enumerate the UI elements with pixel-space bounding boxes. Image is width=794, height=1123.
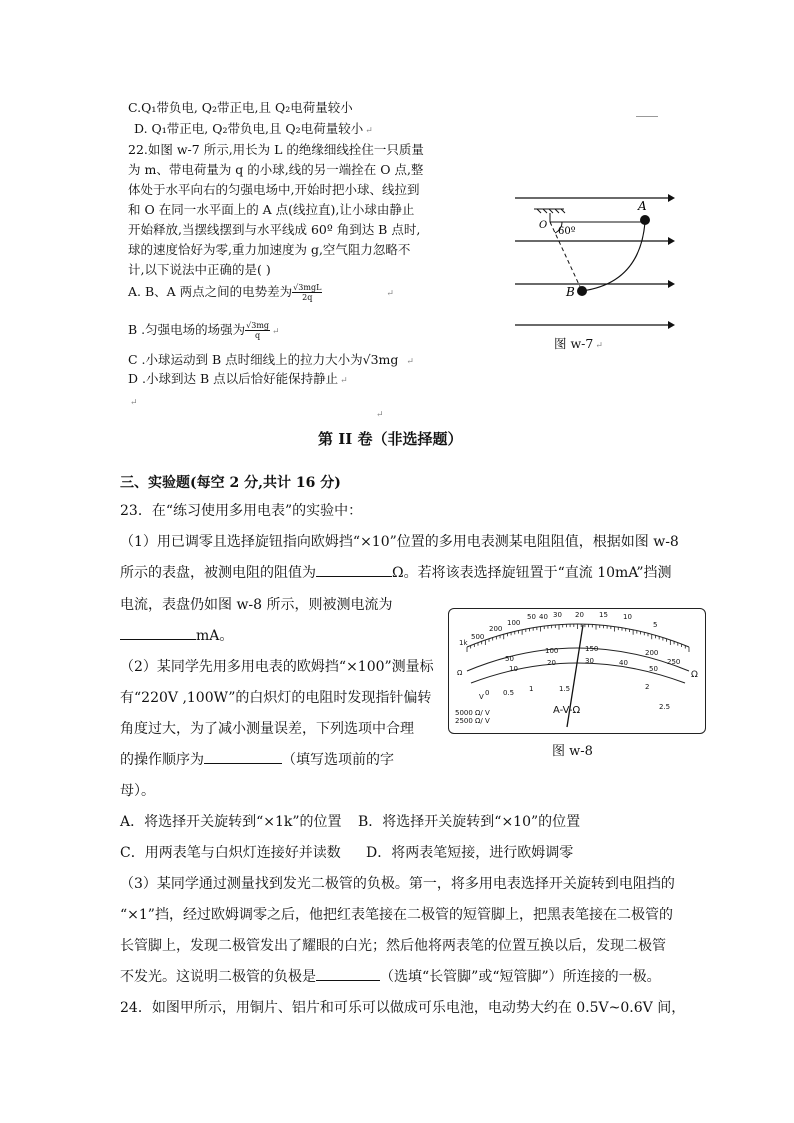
section-3-title: 三、实验题(每空 2 分,共计 16 分) [120, 475, 341, 491]
q23-p2-line1: （2）某同学先用多用电表的欧姆挡“×100”测量标 [120, 659, 434, 675]
header-rule [636, 116, 658, 117]
label-o: O [539, 220, 548, 231]
ohm-tick-label: 30 [553, 611, 562, 619]
arrowhead-icon [668, 237, 675, 245]
q23-option-a: A．将选择开关旋转到“×1k”的位置 [120, 814, 342, 830]
q22-line: 计,以下说法中正确的是( ) [128, 262, 271, 277]
q22-line: 开始释放,当摆线摆到与水平线成 60º 角到达 B 点时, [128, 222, 421, 237]
scale-top-label: 200 [645, 649, 659, 657]
q22-line: 球的速度恰好为零,重力加速度为 g,空气阻力忽略不 [128, 242, 411, 257]
ohm-tick-label: 200 [489, 625, 503, 633]
arrowhead-icon [668, 321, 675, 329]
q22-line: 为 m、带电荷量为 q 的小球,线的另一端拴在 O 点,整 [128, 162, 424, 177]
ohm-tick-label: 1k [459, 639, 468, 647]
arrowhead-icon [668, 280, 675, 288]
ohm-tick-label: 500 [471, 633, 485, 641]
q22-option-d: D .小球到达 B 点以后恰好能保持静止 ↵ [128, 371, 348, 386]
figure-w8-caption: 图 w-8 [552, 744, 593, 759]
meter-face [449, 609, 705, 733]
ohm-symbol: Ω [691, 670, 698, 680]
spec-2500: 2500 Ω/ V [455, 717, 490, 725]
angle-label: 60º [558, 226, 576, 237]
q23-option-b: B．将选择开关旋转到“×10”的位置 [358, 814, 581, 830]
q23-option-c: C．用两表笔与白炽灯连接好并读数 [120, 845, 341, 861]
q22-option-b: B .匀强电场的场强为 $\frac{√3mg}{q}$ ↵ [128, 321, 280, 340]
ohm-tick-label: 50 [527, 613, 536, 621]
scale-top-label: 50 [505, 655, 514, 663]
answer-blank-diode[interactable] [316, 966, 380, 981]
q23-intro: 23．在“练习使用多用电表”的实验中： [120, 503, 363, 519]
q23-p3-line4: 不发光。这说明二极管的负极是 （选填“长管脚”或“短管脚”）所连接的一极。 [120, 966, 661, 986]
ball-b [577, 286, 587, 296]
figure-w7 [510, 188, 675, 353]
ohm-tick-label: 5 [653, 621, 658, 629]
ohm-tick-label: 15 [599, 611, 608, 619]
q23-p1-line3: 电流，表盘仍如图 w-8 所示，则被测电流为 [120, 597, 393, 613]
neg-symbol: Ω [457, 669, 463, 677]
q23-p3-line3: 长管脚上，发现二极管发出了耀眼的白光；然后他将两表笔的位置互换以后，发现二极管 [120, 938, 666, 954]
q24-line: 24．如图甲所示，用铜片、铝片和可乐可以做成可乐电池，电动势大约在 0.5V~0.6V 间， [120, 1000, 686, 1016]
q23-option-d: D．将两表笔短接，进行欧姆调零 [366, 845, 574, 861]
figure-w8 [448, 608, 706, 734]
q22-line: 和 O 在同一水平面上的 A 点(线拉直),让小球由静止 [128, 202, 415, 217]
swing-arc [582, 222, 645, 291]
scale-mid-label: 30 [585, 657, 594, 665]
q23-p1-line1: （1）用已调零且选择旋钮指向欧姆挡“×10”位置的多用电表测某电阻阻值，根据如图 w-8 [120, 534, 679, 550]
scale-low-label: 1 [529, 685, 534, 693]
q23-p1-line2: 所示的表盘，被测电阻的阻值为 Ω。若将该表选择旋钮置于“直流 10mA”挡测 [120, 562, 672, 582]
q23-p2-line3: 角度过大，为了减小测量误差，下列选项中合理 [120, 721, 414, 737]
arrowhead-icon [668, 194, 675, 202]
scale-low-label: 2.5 [659, 703, 671, 711]
scale-low-label: 1.5 [559, 685, 571, 693]
scale-mid-label: 40 [619, 659, 628, 667]
q23-p1-line4: mA。 [120, 625, 233, 645]
section-2-title: 第 II 卷（非选择题） [318, 430, 463, 448]
answer-blank-current[interactable] [120, 625, 196, 640]
ohm-tick-label: 10 [623, 613, 632, 621]
q23-p2-line5: 母）。 [120, 783, 155, 799]
q22-option-c: C .小球运动到 B 点时细线上的拉力大小为√3mg ↵ [128, 352, 414, 367]
scale-low-label: 0.5 [503, 689, 515, 697]
q21-option-d: D. Q₁带正电, Q₂带负电,且 Q₂电荷量较小 ↵ [134, 121, 373, 136]
label-b: B [566, 285, 575, 299]
q22-option-a: A. B、A 两点之间的电势差为 $\frac{\text{√3mgL}}{2q}$ ↵ [128, 283, 394, 302]
figure-w7-caption: 图 w-7 ↵ [554, 336, 603, 351]
spec-5000: 5000 Ω/ V [455, 709, 490, 717]
scale-low-label: 0 [485, 689, 490, 697]
label-a: A [638, 199, 647, 213]
scale-mid-label: 10 [509, 665, 518, 673]
scale-mid-label: 50 [649, 665, 658, 673]
v-label: V [479, 693, 484, 701]
brand-label: A-V-Ω [553, 705, 581, 716]
ohm-tick-label: 100 [507, 619, 521, 627]
scale-mid-label: 20 [547, 659, 556, 667]
ohm-tick-label: 40 [539, 613, 548, 621]
ohm-tick-label: 20 [575, 611, 584, 619]
q23-p2-line4: 的操作顺序为 （填写选项前的字 [120, 749, 394, 769]
scale-top-label: 100 [545, 647, 559, 655]
scale-top-label: 150 [585, 645, 599, 653]
scale-top-label: 250 [667, 658, 681, 666]
q22-line: 22.如图 w-7 所示,用长为 L 的绝缘细线拴住一只质量 [128, 142, 424, 157]
q23-p2-line2: 有“220V ,100W”的白炽灯的电阻时发现指针偏转 [120, 690, 432, 706]
ball-a [640, 215, 650, 225]
q23-p3-line1: （3）某同学通过测量找到发光二极管的负极。第一，将多用电表选择开关旋转到电阻挡的 [120, 876, 675, 892]
q23-p3-line2: “×1”挡，经过欧姆调零之后，他把红表笔接在二极管的短管脚上，把黑表笔接在二极管的 [120, 907, 673, 923]
q21-option-c: C.Q₁带负电, Q₂带正电,且 Q₂电荷量较小 [128, 100, 353, 115]
answer-blank-resistance[interactable] [316, 562, 392, 577]
scale-low-label: 2 [645, 683, 650, 691]
answer-blank-order[interactable] [204, 749, 282, 764]
q22-line: 体处于水平向右的匀强电场中,开始时把小球、线拉到 [128, 182, 420, 197]
q22-stem [128, 140, 428, 280]
